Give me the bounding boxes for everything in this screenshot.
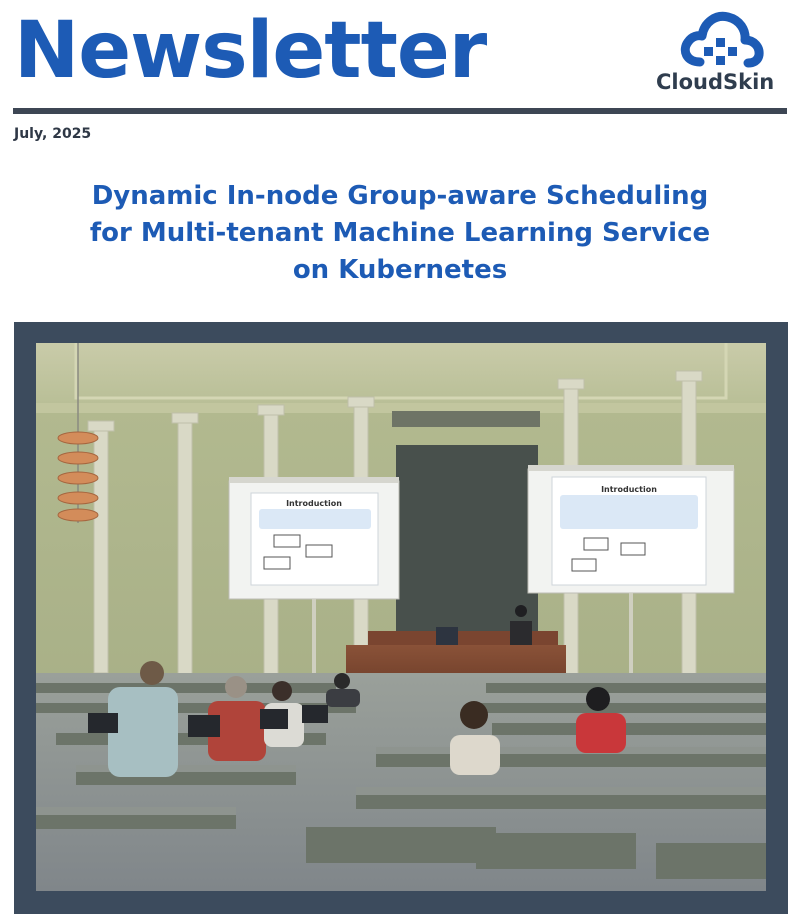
- headline-line: for Multi-tenant Machine Learning Service: [89, 218, 711, 248]
- cloud-circuit-icon: [678, 10, 764, 68]
- headline-line: Dynamic In-node Group-aware Scheduling: [91, 181, 709, 211]
- slide-title: Introduction: [286, 499, 342, 508]
- slide-title: Introduction: [601, 485, 657, 494]
- headline-line: on Kubernetes: [292, 255, 508, 285]
- article-headline: [20, 178, 780, 289]
- issue-date: July, 2025: [14, 126, 92, 142]
- masthead-divider: [13, 108, 787, 114]
- brand-logo: [648, 8, 778, 98]
- brand-name: CloudSkin: [656, 70, 775, 94]
- lecture-hall-photo: [36, 343, 766, 891]
- newsletter-title: Newsletter: [14, 6, 487, 96]
